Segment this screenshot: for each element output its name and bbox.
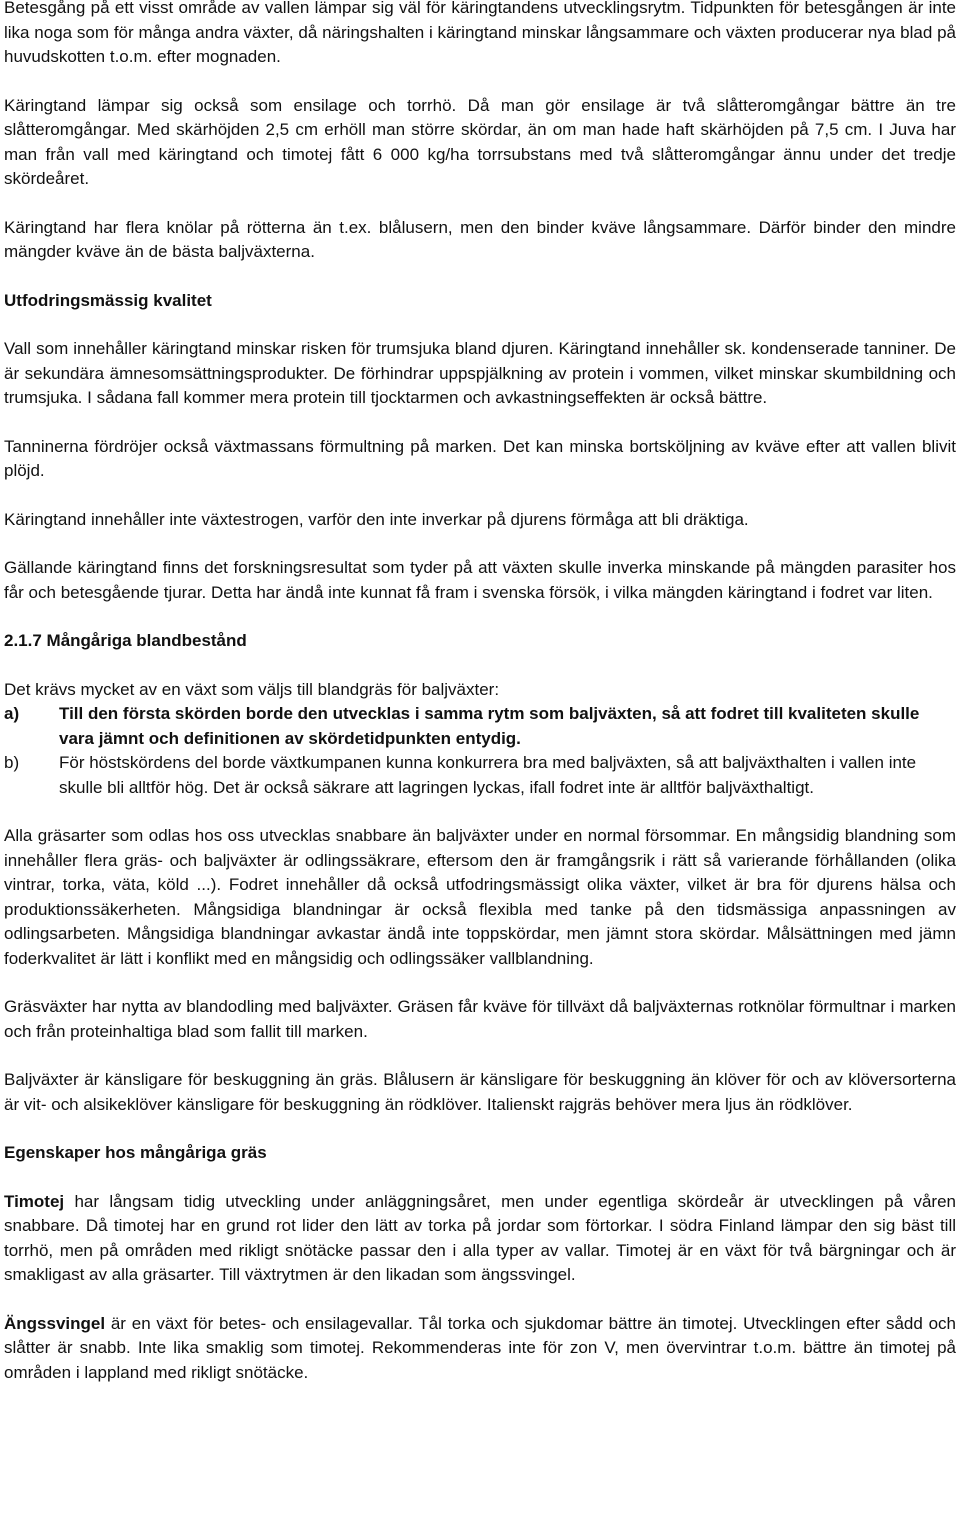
section-heading: Egenskaper hos mångåriga gräs <box>4 1143 267 1162</box>
list-marker: b) <box>4 753 20 772</box>
section-heading: Utfodringsmässig kvalitet <box>4 290 212 310</box>
paragraph: Gällande käringtand finns det forskningsresultat som tyder på att växten skulle inverka minskande på mängden parasiter hos får och betesgående tjurar. Detta har ändå inte kunnat få fram i svenska försök, i vilka mängden käringtand i fodret var liten. <box>4 558 956 602</box>
paragraph: Gräsväxter har nytta av blandodling med baljväxter. Gräsen får kväve för tillväxt då baljväxternas rotknölar förmultnar i marken och från proteinhaltiga blad som fallit till marken. <box>4 997 956 1041</box>
paragraph: Käringtand innehåller inte växtestrogen, varför den inte inverkar på djurens förmåga att bli dräktiga. <box>4 509 749 529</box>
list-item-text: För höstskördens del borde växtkumpanen kunna konkurrera bra med baljväxten, så att baljväxthalten i vallen inte skulle bli alltför hög. Det är också säkrare att lagringen lyckas, ifall fodret inte är alltför baljväxthaltigt. <box>59 753 917 797</box>
requirement-list <box>4 702 956 800</box>
paragraph: Det krävs mycket av en växt som väljs till blandgräs för baljväxter: <box>4 679 500 699</box>
timotej-description: har långsam tidig utveckling under anläggningsåret, men under egentliga skördeår är utvecklingen på våren snabbare. Då timotej har en grund rot lider den lätt av torka på jordar som förtorkar. I södra Finland lämpar den sig bäst till torrhö, men på områden med rikligt snötäcke passar den i alla typer av vallar. Timotej är en växt för två bärgningar och är smakligast av alla gräsarter. Till växtrytmen är den likadan som ängssvingel. <box>4 1191 956 1284</box>
paragraph: Käringtand har flera knölar på rötterna än t.ex. blålusern, men den binder kväve långsammare. Därför binder den mindre mängder kväve än de bästa baljväxterna. <box>4 217 956 261</box>
term-timotej: Timotej <box>4 1191 65 1211</box>
angssvingel-description: är en växt för betes- och ensilagevallar. Tål torka och sjukdomar bättre än timotej. Utvecklingen efter sådd och slåtter är snabb. Inte lika smaklig som timotej. Rekommenderas inte för zon V, men övervintrar t.o.m. bättre än timotej på områden i lappland med rikligt snötäcke. <box>4 1313 956 1382</box>
paragraph: Käringtand lämpar sig också som ensilage och torrhö. Då man gör ensilage är två slåtteromgångar bättre än tre slåtteromgångar. Med skärhöjden 2,5 cm erhöll man större skördar, än om man hade haft skärhöjden på 7,5 cm. I Juva har man från vall med käringtand och timotej fått 6 000 kg/ha torrsubstans med två slåtteromgångar ännu under det tredje skördeåret. <box>4 95 956 188</box>
paragraph: Baljväxter är känsligare för beskuggning än gräs. Blålusern är känsligare för beskuggning än klöver för och av klöversorterna är vit- och alsikeklöver känsligare för beskuggning än rödklöver. Italienskt rajgräs behöver mera ljus än rödklöver. <box>4 1070 956 1114</box>
list-item <box>4 751 956 800</box>
paragraph: Alla gräsarter som odlas hos oss utvecklas snabbare än baljväxter under en normal försommar. En mångsidig blandning som innehåller flera gräs- och baljväxter är odlingssäkrare, eftersom den är framgångsrik i rätt så varierande förhållanden (olika vintrar, torka, väta, köld ...). Fodret innehåller då också utfodringsmässigt olika växter, vilket är bra för djurens hälsa och produktionssäkerheten. Mångsidiga blandningar är också flexibla med tanke på den tidsmässiga anpassningen av odlingsarbeten. Mångsidiga blandningar avkastar ändå inte toppskördar, men jämnt stora skördar. Målsättningen med jämn foderkvalitet är lätt i konflikt med en mångsidig och odlingssäker vallblandning. <box>4 826 956 968</box>
paragraph-timotej <box>4 1190 956 1288</box>
paragraph: Tanninerna fördröjer också växtmassans förmultning på marken. Det kan minska bortsköljning av kväve efter att vallen blivit plöjd. <box>4 436 956 480</box>
list-item <box>4 702 956 751</box>
list-marker: a) <box>4 704 20 723</box>
term-angssvingel: Ängssvingel <box>4 1313 106 1333</box>
paragraph: Vall som innehåller käringtand minskar risken för trumsjuka bland djuren. Käringtand innehåller sk. kondenserade tanniner. De är sekundära ämnesomsättningsprodukter. De förhindrar uppspjälkning av protein i vommen, vilket minskar skumbildning och trumsjuka. I sådana fall kommer mera protein till tjocktarmen och avkastningseffekten är också bättre. <box>4 339 956 407</box>
section-heading: 2.1.7 Mångåriga blandbestånd <box>4 631 247 650</box>
list-item-text: Till den första skörden borde den utvecklas i samma rytm som baljväxten, så att fodret till kvaliteten skulle vara jämnt och definitionen av skördetidpunkten entydig. <box>59 704 920 748</box>
paragraph-angssvingel <box>4 1312 956 1386</box>
paragraph: Betesgång på ett visst område av vallen lämpar sig väl för käringtandens utvecklingsrytm. Tidpunkten för betesgången är inte lika noga som för många andra växter, då näringshalten i käringtand minskar långsammare och växten producerar nya blad på huvudskotten t.o.m. efter mognaden. <box>4 0 956 66</box>
